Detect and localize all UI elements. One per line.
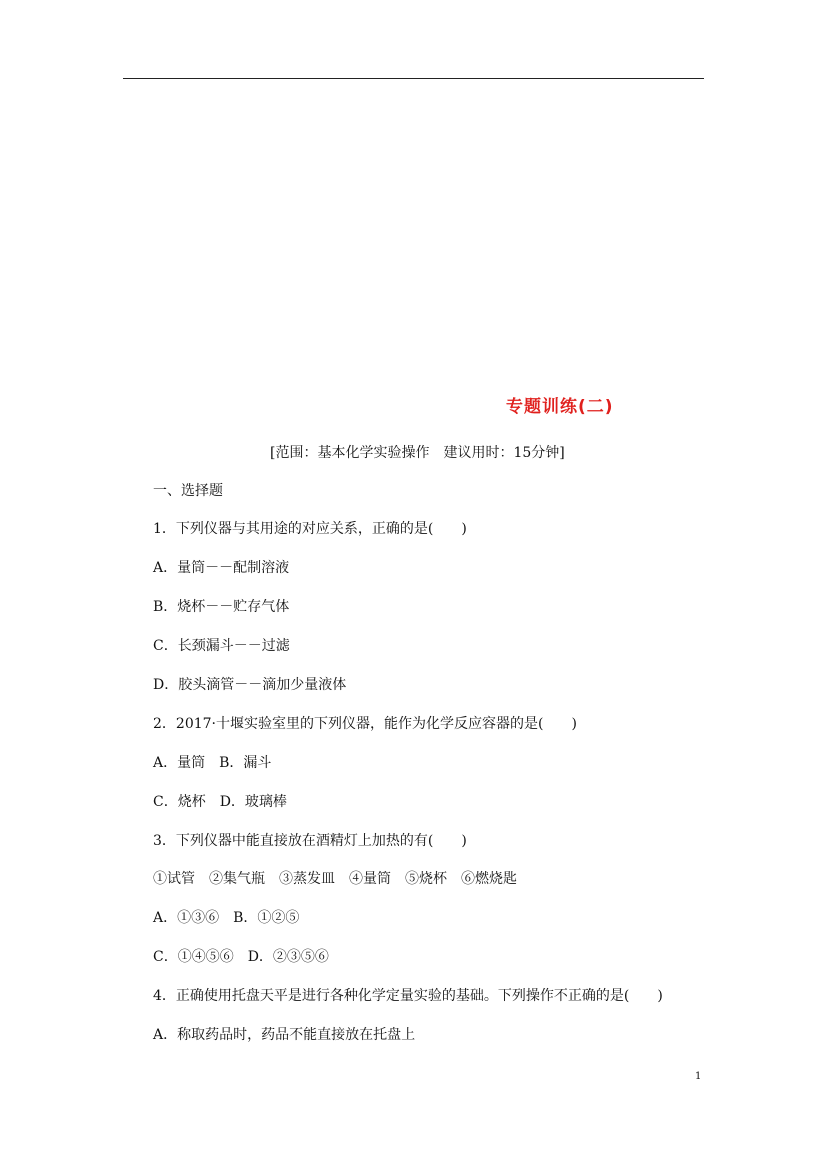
question-1-option-a: A．量筒－－配制溶液 <box>153 560 290 576</box>
question-1-option-b: B．烧杯－－贮存气体 <box>153 599 290 615</box>
header-rule <box>123 78 704 79</box>
question-4: 4．正确使用托盘天平是进行各种化学定量实验的基础。下列操作不正确的是( ) <box>153 988 663 1004</box>
question-1-option-d: D．胶头滴管－－滴加少量液体 <box>153 677 347 693</box>
question-3-options-cd: C．①④⑤⑥ D．②③⑤⑥ <box>153 949 329 965</box>
question-2-options-cd: C．烧杯 D．玻璃棒 <box>153 794 287 810</box>
scope-subtitle: [范围：基本化学实验操作 建议用时：15分钟] <box>270 445 565 461</box>
page-number: 1 <box>695 1071 702 1082</box>
question-2: 2．2017·十堰实验室里的下列仪器，能作为化学反应容器的是( ) <box>153 716 577 732</box>
question-4-option-a: A．称取药品时，药品不能直接放在托盘上 <box>153 1027 416 1043</box>
question-1-option-c: C．长颈漏斗－－过滤 <box>153 638 290 654</box>
section-heading: 一、选择题 <box>153 483 223 499</box>
question-3: 3．下列仪器中能直接放在酒精灯上加热的有( ) <box>153 833 467 849</box>
question-3-items: ①试管 ②集气瓶 ③蒸发皿 ④量筒 ⑤烧杯 ⑥燃烧匙 <box>153 871 517 887</box>
question-1: 1．下列仪器与其用途的对应关系，正确的是( ) <box>153 521 467 537</box>
page-title: 专题训练(二) <box>506 397 614 417</box>
question-3-options-ab: A．①③⑥ B．①②⑤ <box>153 910 300 926</box>
question-2-options-ab: A．量筒 B．漏斗 <box>153 755 272 771</box>
